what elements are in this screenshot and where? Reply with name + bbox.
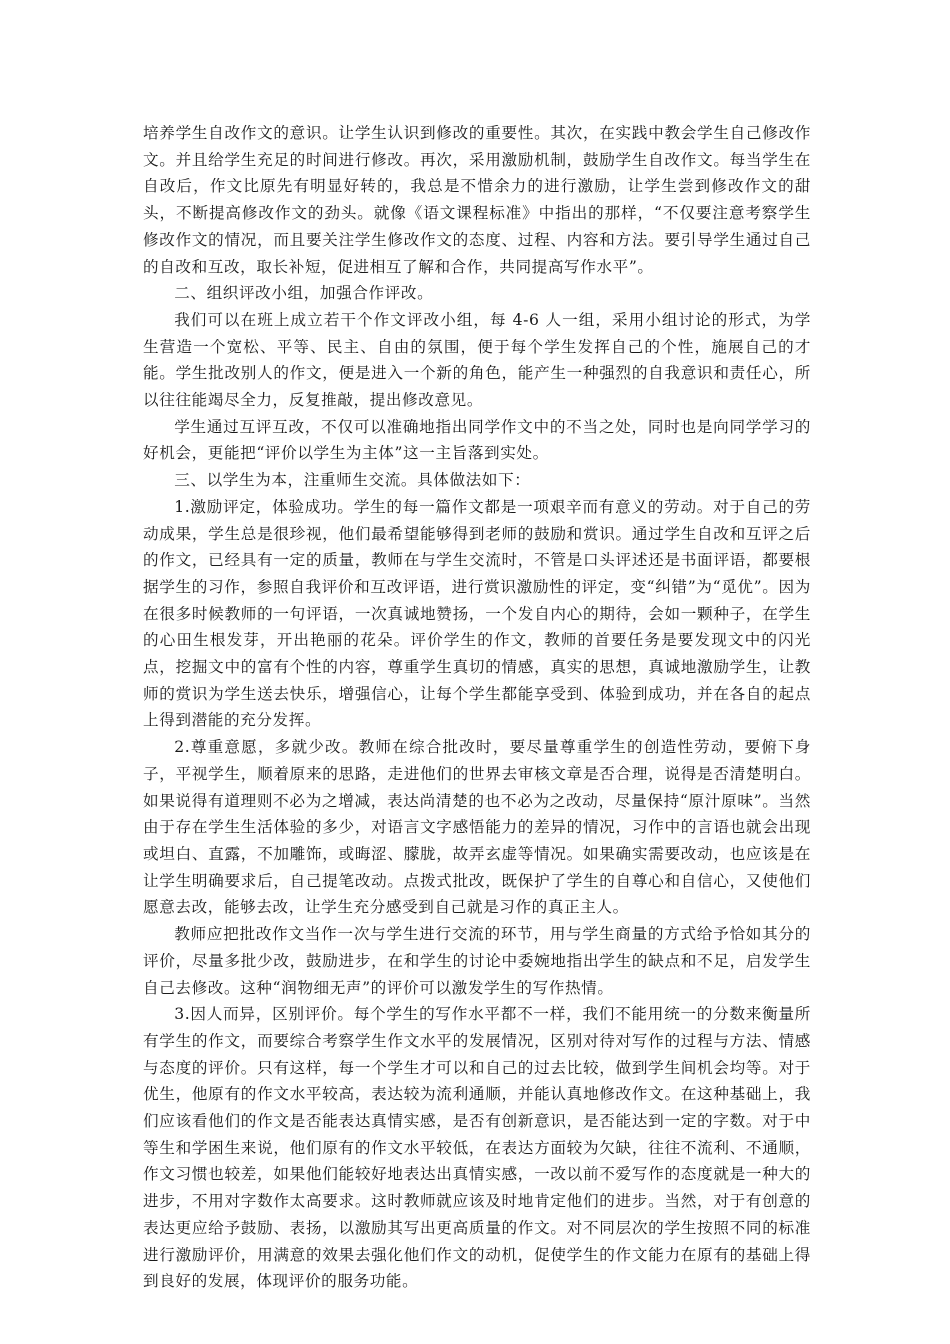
paragraph-continuation: 培养学生自改作文的意识。让学生认识到修改的重要性。其次，在实践中教会学生自己修改作文。并且给学生充足的时间进行修改。再次，采用激励机制，鼓励学生自改作文。每当学生在自改后，作文比原先有明显好转的，我总是不惜余力的进行激励，让学生尝到修改作文的甜头，不断提高修改作文的劲头。就像《语文课程标准》中指出的那样，“不仅要注意考察学生修改作文的情况，而且要关注学生修改作文的态度、过程、内容和方法。要引导学生通过自己的自改和互改，取长补短，促进相互了解和合作，共同提高写作水平”。 [143,124,811,276]
paragraph: 学生通过互评互改，不仅可以准确地指出同学作文中的不当之处，同时也是向同学学习的好机会，更能把“评价以学生为主体”这一主旨落到实处。 [143,417,811,463]
paragraph: 教师应把批改作文当作一次与学生进行交流的环节，用与学生商量的方式给予恰如其分的评价，尽量多批少改，鼓励进步，在和学生的讨论中委婉地指出学生的缺点和不足，启发学生自己去修改。这种“润物细无声”的评价可以激发学生的写作热情。 [143,925,811,997]
section-heading-2: 二、组织评改小组，加强合作评改。 [174,284,434,303]
paragraph-item-2: 2.尊重意愿，多就少改。教师在综合批改时，要尽量尊重学生的创造性劳动，要俯下身子，平视学生，顺着原来的思路，走进他们的世界去审核文章是否合理，说得是否清楚明白。如果说得有道理则不必为之增减，表达尚清楚的也不必为之改动，尽量保持“原汁原味”。当然由于存在学生生活体验的多少，对语言文字感悟能力的差异的情况，习作中的言语也就会出现或坦白、直露，不加雕饰，或晦涩、朦胧，故弄玄虚等情况。如果确实需要改动，也应该是在让学生明确要求后，自己提笔改动。点拨式批改，既保护了学生的自尊心和自信心，又使他们愿意去改，能够去改，让学生充分感受到自己就是习作的真正主人。 [143,738,811,917]
section-heading-3: 三、以学生为本，注重师生交流。具体做法如下： [174,471,531,490]
paragraph-item-3: 3.因人而异，区别评价。每个学生的写作水平都不一样，我们不能用统一的分数来衡量所有学生的作文，而要综合考察学生作文水平的发展情况，区别对待对写作的过程与方法、情感与态度的评价。只有这样，每一个学生才可以和自己的过去比较，做到学生间机会均等。对于优生，他原有的作文水平较高，表达较为流利通顺，并能认真地修改作文。在这种基础上，我们应该看他们的作文是否能表达真情实感，是否有创新意识，是否能达到一定的字数。对于中等生和学困生来说，他们原有的作文水平较低，在表达方面较为欠缺，往往不流利、不通顺，作文习惯也较差，如果他们能较好地表达出真情实感，一改以前不爱写作的态度就是一种大的进步，不用对字数作太高要求。这时教师就应该及时地肯定他们的进步。当然，对于有创意的表达更应给予鼓励、表扬，以激励其写出更高质量的作文。对不同层次的学生按照不同的标准进行激励评价，用满意的效果去强化他们作文的动机，促使学生的作文能力在原有的基础上得到良好的发展，体现评价的服务功能。 [143,1005,811,1291]
paragraph-item-1: 1.激励评定，体验成功。学生的每一篇作文都是一项艰辛而有意义的劳动。对于自己的劳动成果，学生总是很珍视，他们最希望能够得到老师的鼓励和赏识。通过学生自改和互评之后的作文，已经具有一定的质量，教师在与学生交流时，不管是口头评述还是书面评语，都要根据学生的习作，参照自我评价和互改评语，进行赏识激励性的评定，变“纠错”为“觅优”。因为在很多时候教师的一句评语，一次真诚地赞扬，一个发自内心的期待，会如一颗种子，在学生的心田生根发芽，开出艳丽的花朵。评价学生的作文，教师的首要任务是要发现文中的闪光点，挖掘文中的富有个性的内容，尊重学生真切的情感，真实的思想，真诚地激励学生，让教师的赏识为学生送去快乐，增强信心，让每个学生都能享受到、体验到成功，并在各自的起点上得到潜能的充分发挥。 [143,497,811,730]
paragraph: 我们可以在班上成立若干个作文评改小组，每 4-6 人一组，采用小组讨论的形式，为学生营造一个宽松、平等、民主、自由的氛围，便于每个学生发挥自己的个性，施展自己的才能。学生批改别人的作文，便是进入一个新的角色，能产生一种强烈的自我意识和责任心，所以往往能竭尽全力，反复推敲，提出修改意见。 [143,310,811,410]
document-body [143,120,811,1295]
